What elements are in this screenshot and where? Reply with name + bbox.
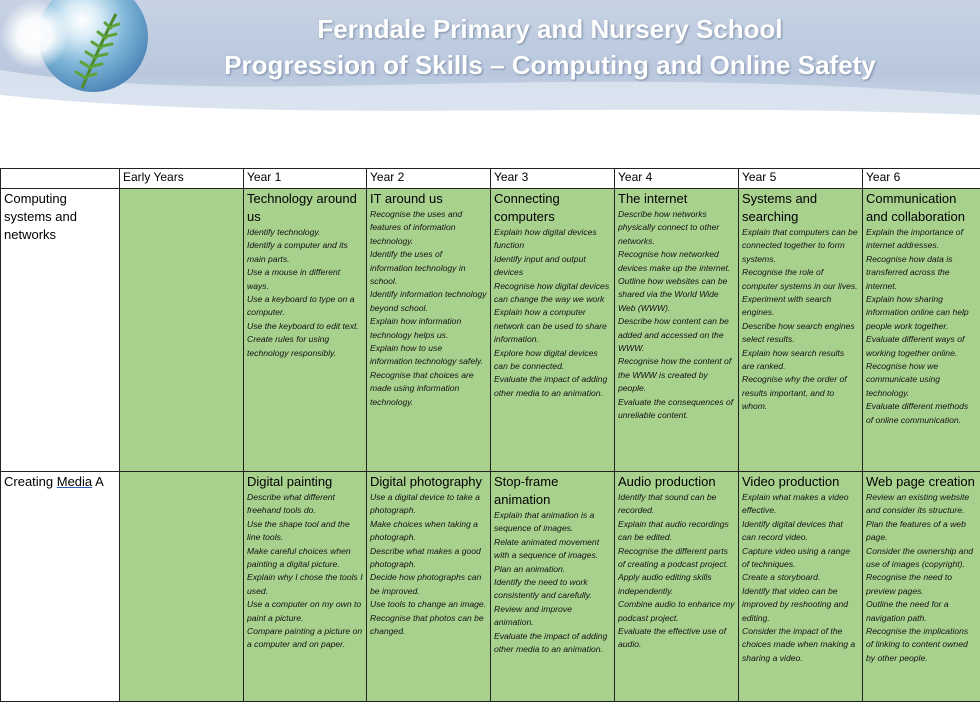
skill-item: Consider the ownership and use of images (copyright). (866, 545, 977, 572)
skill-item: Recognise that choices are made using information technology. (370, 369, 487, 409)
skill-item: Identify the uses of information technology in school. (370, 248, 487, 288)
page-title: Progression of Skills – Computing and Online Safety (180, 50, 920, 81)
skill-item: Use tools to change an image. (370, 598, 487, 611)
skill-item: Explain how digital devices function (494, 226, 611, 253)
skill-item: Experiment with search engines. (742, 293, 859, 320)
unit-heading: Audio production (618, 473, 735, 491)
fern-icon (72, 10, 122, 90)
header-blank-cell (1, 169, 120, 189)
skill-list (494, 226, 611, 400)
unit-heading: IT around us (370, 190, 487, 208)
skill-cell (739, 472, 863, 702)
skill-item: Evaluate the impact of adding other media to an animation. (494, 373, 611, 400)
row-label: Computing systems and networks (1, 189, 120, 472)
sun-glow-decoration (0, 0, 70, 70)
unit-heading: Digital photography (370, 473, 487, 491)
school-name: Ferndale Primary and Nursery School (180, 14, 920, 45)
column-header: Year 3 (491, 169, 615, 189)
skill-item: Decide how photographs can be improved. (370, 571, 487, 598)
skill-item: Outline how websites can be shared via the World Wide Web (WWW). (618, 275, 735, 315)
skill-list (742, 491, 859, 665)
skill-item: Use a digital device to take a photograph. (370, 491, 487, 518)
skill-cell (244, 472, 367, 702)
row-label (1, 472, 120, 702)
skill-item: Evaluate the consequences of unreliable content. (618, 396, 735, 423)
skill-item: Create rules for using technology responsibly. (247, 333, 363, 360)
skill-item: Plan the features of a web page. (866, 518, 977, 545)
skill-item: Recognise the different parts of creating a podcast project. (618, 545, 735, 572)
row-label-prefix: Creating (4, 474, 57, 489)
skill-cell (615, 472, 739, 702)
skill-item: Explain that computers can be connected together to form systems. (742, 226, 859, 266)
row-label-underlined: Media (57, 474, 92, 489)
skill-item: Identify that sound can be recorded. (618, 491, 735, 518)
skill-list (866, 491, 977, 665)
skill-item: Identify that video can be improved by reshooting and editing. (742, 585, 859, 625)
skill-item: Explain how a computer network can be used to share information. (494, 306, 611, 346)
skill-cell (615, 189, 739, 472)
column-header: Year 2 (367, 169, 491, 189)
column-header: Year 6 (863, 169, 980, 189)
skill-item: Use the keyboard to edit text. (247, 320, 363, 333)
skill-list (370, 491, 487, 638)
skill-list (618, 491, 735, 652)
skill-item: Describe how search engines select results. (742, 320, 859, 347)
unit-heading: Technology around us (247, 190, 363, 226)
skill-item: Use the shape tool and the line tools. (247, 518, 363, 545)
column-header: Year 4 (615, 169, 739, 189)
skill-cell (863, 472, 980, 702)
skill-item: Evaluate different methods of online communication. (866, 400, 977, 427)
column-header: Early Years (120, 169, 244, 189)
skill-item: Identify technology. (247, 226, 363, 239)
skill-cell (491, 472, 615, 702)
skill-item: Explain that audio recordings can be edited. (618, 518, 735, 545)
skill-item: Capture video using a range of techniques. (742, 545, 859, 572)
skill-item: Explain the importance of internet addresses. (866, 226, 977, 253)
skill-cell (863, 189, 980, 472)
skill-item: Explain how sharing information online can help people work together. (866, 293, 977, 333)
skill-item: Describe how networks physically connect to other networks. (618, 208, 735, 248)
skill-list (370, 208, 487, 409)
skill-item: Explain that animation is a sequence of images. (494, 509, 611, 536)
table-row (1, 472, 980, 702)
skill-cell (244, 189, 367, 472)
skill-item: Explain what makes a video effective. (742, 491, 859, 518)
table-row (1, 189, 980, 472)
unit-heading: Systems and searching (742, 190, 859, 226)
skill-item: Make choices when taking a photograph. (370, 518, 487, 545)
skill-list (618, 208, 735, 423)
skill-item: Recognise the role of computer systems in our lives. (742, 266, 859, 293)
table-header-row (1, 169, 980, 189)
skill-cell (739, 189, 863, 472)
skill-item: Use a keyboard to type on a computer. (247, 293, 363, 320)
skill-item: Recognise the uses and features of information technology. (370, 208, 487, 248)
skill-item: Review an existing website and consider its structure. (866, 491, 977, 518)
skill-item: Recognise the implications of linking to content owned by other people. (866, 625, 977, 665)
skill-cell (367, 472, 491, 702)
skill-item: Create a storyboard. (742, 571, 859, 584)
skill-cell (367, 189, 491, 472)
unit-heading: Connecting computers (494, 190, 611, 226)
skill-item: Apply audio editing skills independently. (618, 571, 735, 598)
skill-cell (491, 189, 615, 472)
skill-item: Identify input and output devices (494, 253, 611, 280)
skill-item: Evaluate different ways of working together online. (866, 333, 977, 360)
skill-list (247, 491, 363, 652)
skill-item: Identify the need to work consistently and carefully. (494, 576, 611, 603)
page-header (0, 0, 980, 135)
skill-list (866, 226, 977, 427)
unit-heading: Stop-frame animation (494, 473, 611, 509)
skill-item: Recognise how data is transferred across the internet. (866, 253, 977, 293)
unit-heading: The internet (618, 190, 735, 208)
column-header: Year 5 (739, 169, 863, 189)
skill-item: Relate animated movement with a sequence of images. (494, 536, 611, 563)
skill-list (494, 509, 611, 656)
skill-item: Recognise how the content of the WWW is created by people. (618, 355, 735, 395)
skill-item: Outline the need for a navigation path. (866, 598, 977, 625)
skill-item: Evaluate the effective use of audio. (618, 625, 735, 652)
skill-item: Compare painting a picture on a computer and on paper. (247, 625, 363, 652)
skills-table (0, 168, 980, 702)
skill-item: Explain how search results are ranked. (742, 347, 859, 374)
unit-heading: Video production (742, 473, 859, 491)
skill-item: Identify a computer and its main parts. (247, 239, 363, 266)
skill-list (247, 226, 363, 360)
skill-item: Explore how digital devices can be connected. (494, 347, 611, 374)
skill-item: Explain how to use information technology safely. (370, 342, 487, 369)
skill-item: Recognise that photos can be changed. (370, 612, 487, 639)
skill-item: Recognise how networked devices make up the internet. (618, 248, 735, 275)
skill-list (742, 226, 859, 414)
skill-item: Recognise why the order of results important, and to whom. (742, 373, 859, 413)
skill-item: Explain why I chose the tools I used. (247, 571, 363, 598)
skill-item: Consider the impact of the choices made when making a sharing a video. (742, 625, 859, 665)
unit-heading: Digital painting (247, 473, 363, 491)
skill-item: Recognise how we communicate using technology. (866, 360, 977, 400)
skill-item: Describe what different freehand tools do. (247, 491, 363, 518)
skill-item: Identify information technology beyond school. (370, 288, 487, 315)
skill-item: Make careful choices when painting a digital picture. (247, 545, 363, 572)
unit-heading: Communication and collaboration (866, 190, 977, 226)
early-years-cell (120, 472, 244, 702)
skill-item: Explain how information technology helps us. (370, 315, 487, 342)
column-header: Year 1 (244, 169, 367, 189)
row-label-suffix: A (92, 474, 104, 489)
skill-item: Evaluate the impact of adding other media to an animation. (494, 630, 611, 657)
skill-item: Recognise the need to preview pages. (866, 571, 977, 598)
skill-item: Recognise how digital devices can change the way we work (494, 280, 611, 307)
skill-item: Describe how content can be added and accessed on the WWW. (618, 315, 735, 355)
skill-item: Use a mouse in different ways. (247, 266, 363, 293)
skill-item: Plan an animation. (494, 563, 611, 576)
skill-item: Identify digital devices that can record video. (742, 518, 859, 545)
early-years-cell (120, 189, 244, 472)
skill-item: Describe what makes a good photograph. (370, 545, 487, 572)
skill-item: Review and improve animation. (494, 603, 611, 630)
skill-item: Use a computer on my own to paint a picture. (247, 598, 363, 625)
skill-item: Combine audio to enhance my podcast project. (618, 598, 735, 625)
unit-heading: Web page creation (866, 473, 977, 491)
